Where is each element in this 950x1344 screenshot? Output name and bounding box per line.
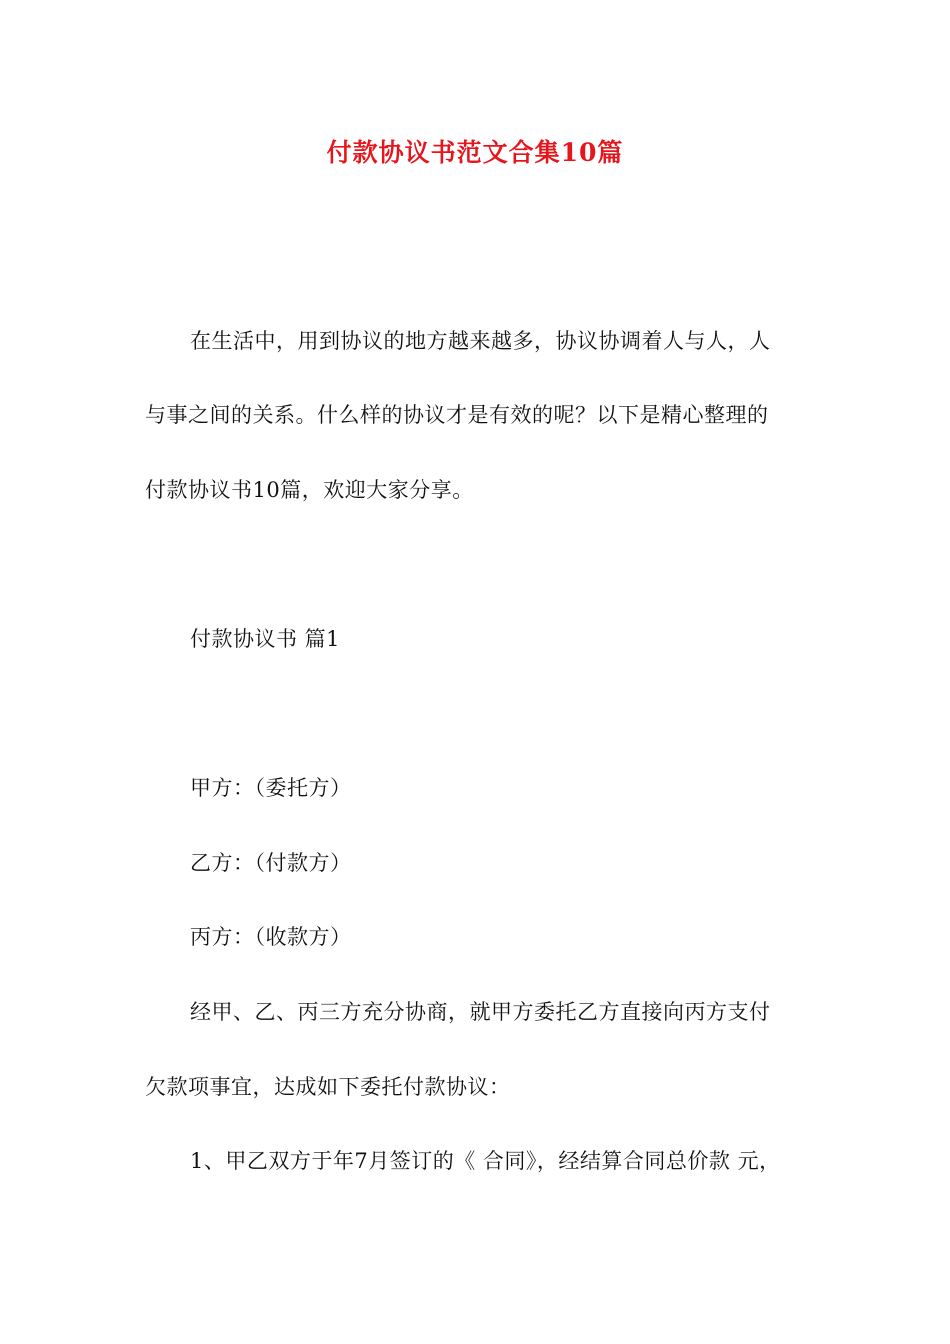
body-line-3: 1、甲乙双方于年7月签订的《 合同》，经结算合同总价款 元， <box>190 1149 781 1173</box>
party-c: 丙方：（收款方） <box>190 925 352 949</box>
document-title: 付款协议书范文合集10篇 <box>326 138 624 167</box>
party-a: 甲方：（委托方） <box>190 776 352 800</box>
body-line-1: 经甲、乙、丙三方充分协商，就甲方委托乙方直接向丙方支付 <box>190 1000 771 1024</box>
intro-line-2: 与事之间的关系。什么样的协议才是有效的呢？以下是精心整理的 <box>145 403 769 427</box>
body-line-2: 欠款项事宜，达成如下委托付款协议： <box>145 1075 511 1099</box>
intro-line-3: 付款协议书10篇，欢迎大家分享。 <box>145 478 474 502</box>
intro-line-1: 在生活中，用到协议的地方越来越多，协议协调着人与人，人 <box>190 329 771 353</box>
party-b: 乙方：（付款方） <box>190 851 352 875</box>
section-heading: 付款协议书 篇1 <box>190 627 341 651</box>
